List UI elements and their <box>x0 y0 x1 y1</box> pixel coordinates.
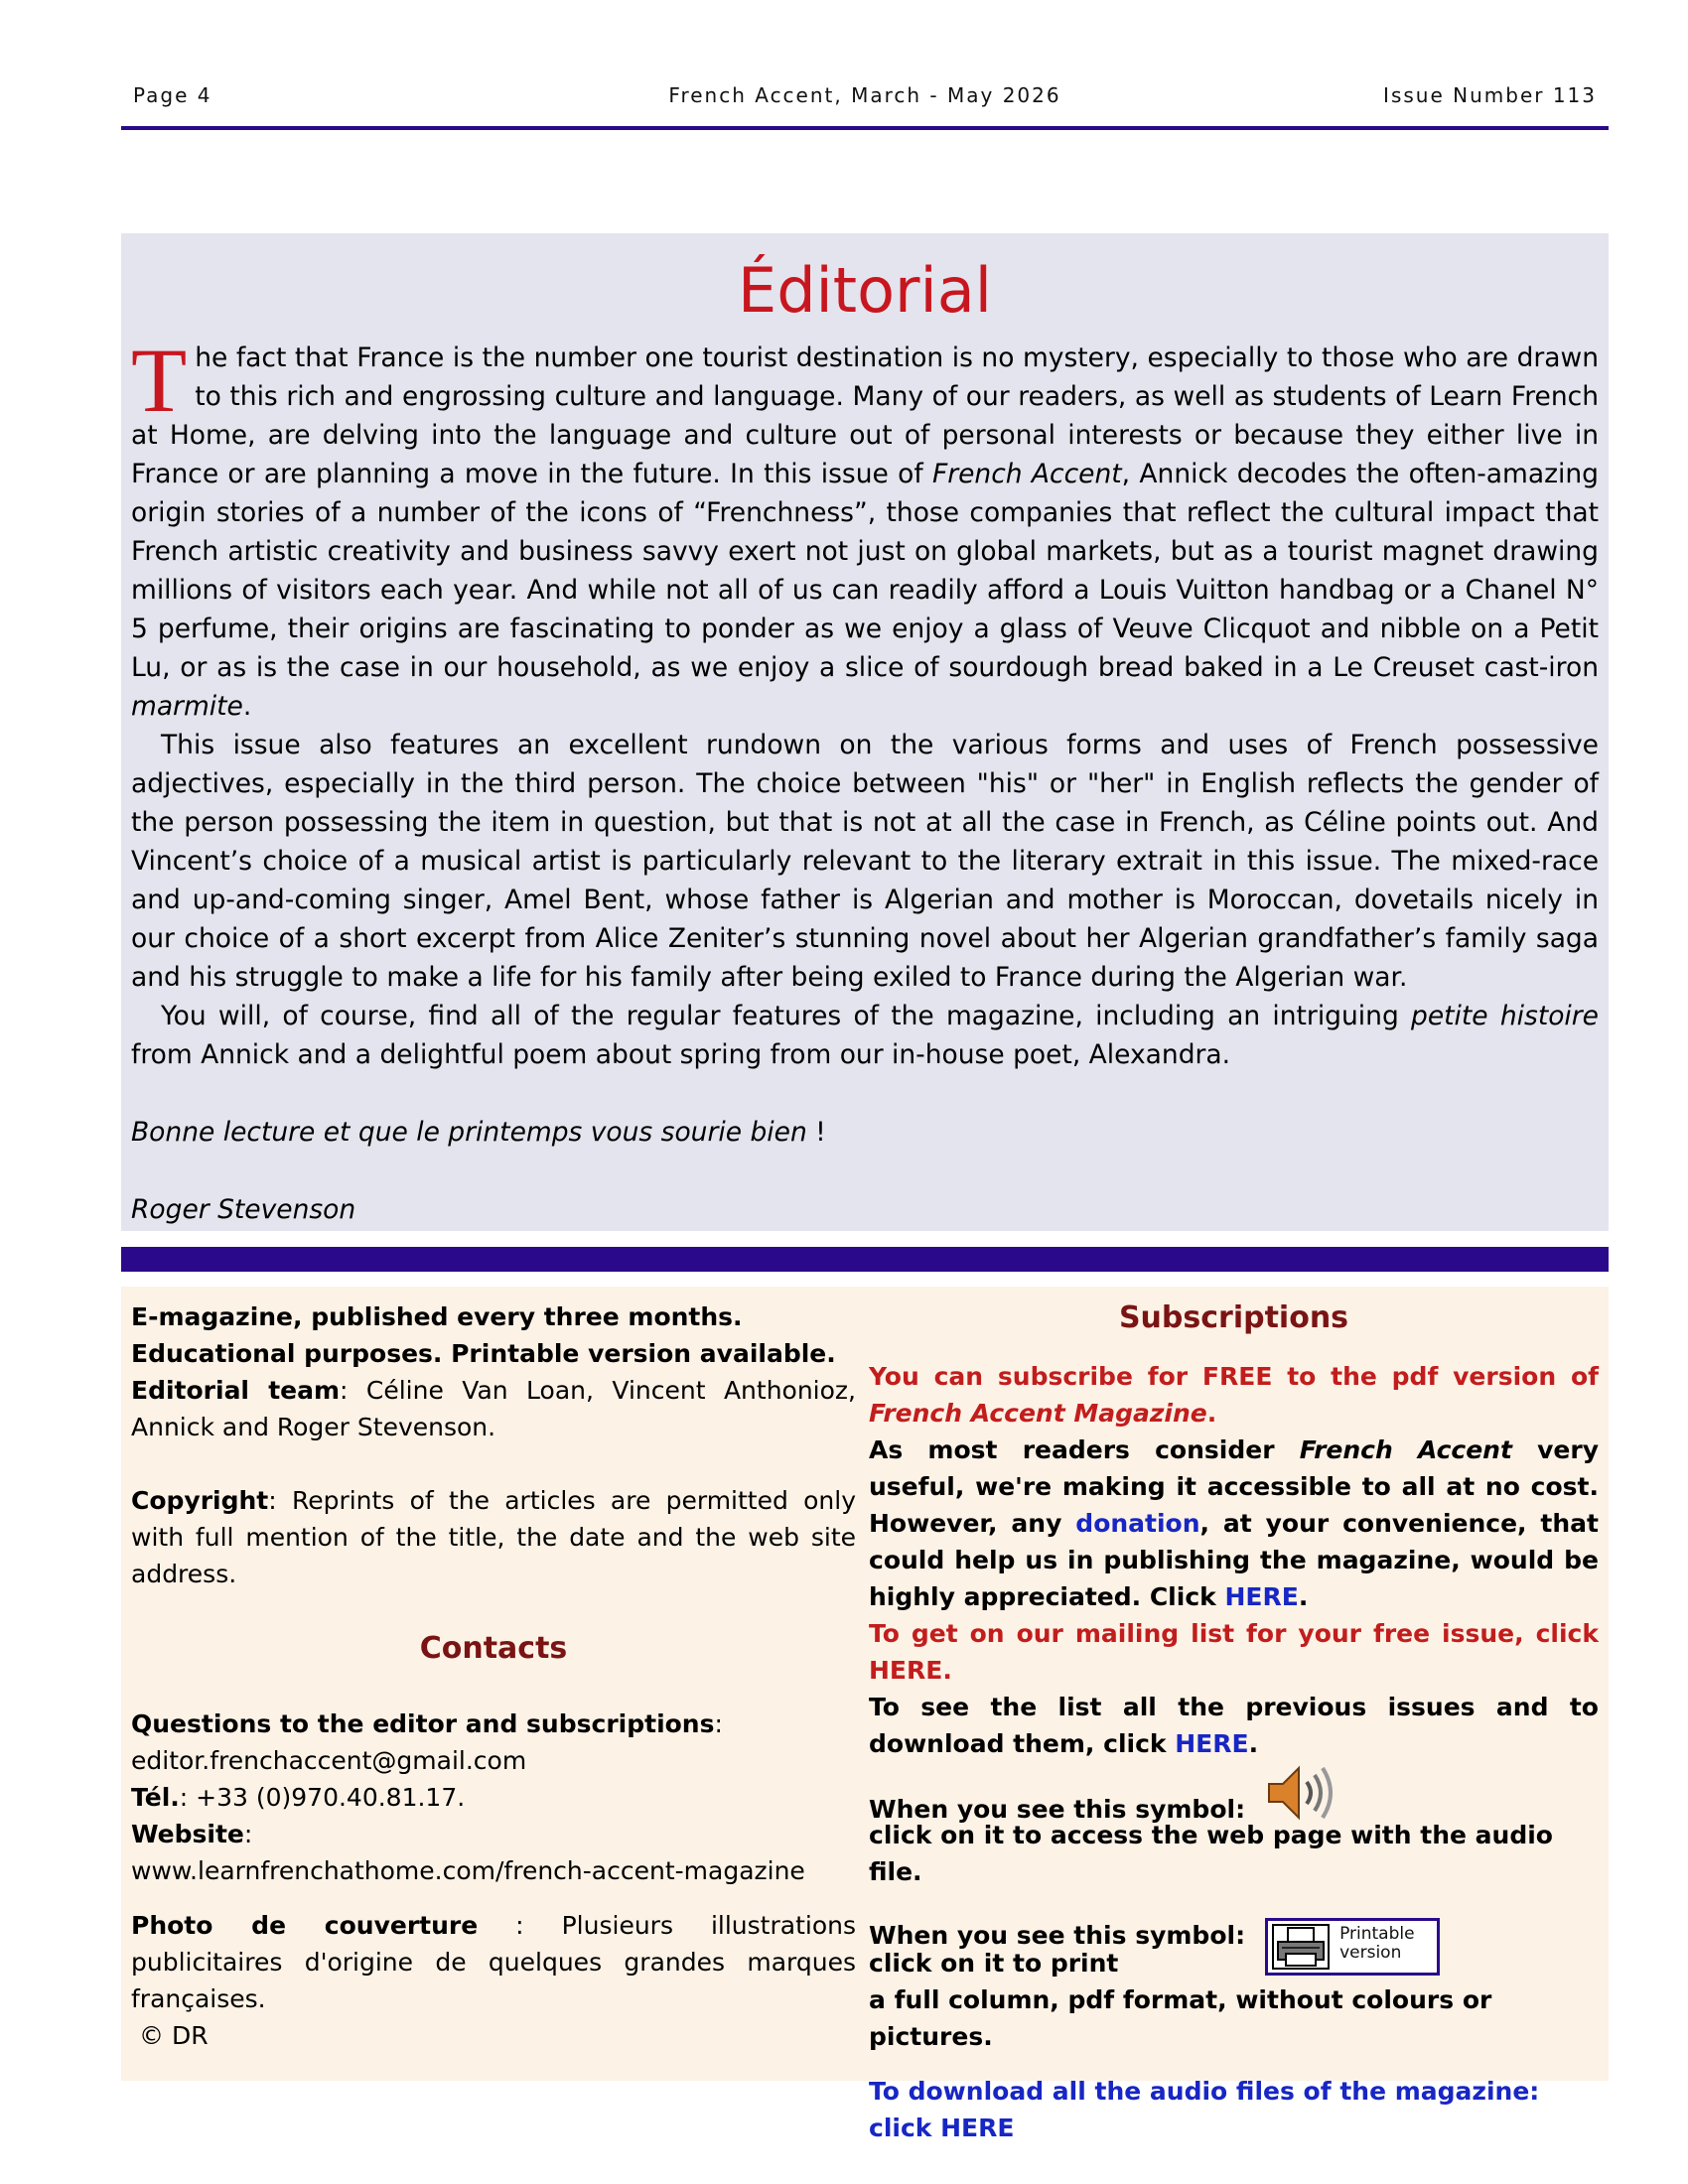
download-audio-text: To download all the audio files of the magazine: <box>869 2077 1540 2106</box>
printer-icon <box>1272 1924 1332 1970</box>
publication-frequency: E-magazine, published every three months. <box>131 1302 743 1331</box>
editorial-box <box>121 233 1609 1231</box>
page-number: Page 4 <box>133 83 212 107</box>
masthead-column <box>131 1298 856 2054</box>
donate-here-link[interactable]: HERE <box>1224 1582 1299 1611</box>
download-audio-link[interactable]: click HERE <box>869 2114 1015 2142</box>
previous-issues-text: To see the list all the previous issues and to download them, click HERE. <box>869 1693 1599 1758</box>
publication-purpose: Educational purposes. Printable version available. <box>131 1339 836 1368</box>
info-box <box>121 1287 1609 2142</box>
editorial-closing: Bonne lecture et que le printemps vous sourie bien ! <box>131 1117 826 1148</box>
editor-email[interactable]: editor.frenchaccent@gmail.com <box>131 1746 527 1775</box>
printable-version-label: Printable version <box>1339 1924 1415 1963</box>
speaker-icon[interactable] <box>1265 1762 1336 1824</box>
print-click-text: click on it to print <box>869 1949 1119 1978</box>
editorial-team: Editorial team: Céline Van Loan, Vincent Anthonioz, Annick and Roger Stevenson. <box>131 1376 856 1441</box>
editorial-title: Éditorial <box>738 254 992 327</box>
telephone: Tél.: +33 (0)970.40.81.17. <box>131 1783 466 1812</box>
questions-label: Questions to the editor and subscriptions: <box>131 1709 723 1738</box>
audio-symbol-row: When you see this symbol: <box>869 1780 1599 1817</box>
publication-title: French Accent, March - May 2026 <box>668 83 1061 107</box>
editorial-paragraph-2: This issue also features an excellent rundown on the various forms and uses of French possessive adjectives, especially in the third person. The choice between "his" or "her" in English reflects the gender of the person possessing the item in question, but that is not at all the case in French, as Céline points out. And Vincent’s choice of a musical artist is particularly relevant to the literary extrait in this issue. The mixed-race and up-and-coming singer, Amel Bent, whose father is Algerian and mother is Moroccan, dovetails nicely in our choice of a short excerpt from Alice Zeniter’s stunning novel about her Algerian grandfather’s family saga and his struggle to make a life for his family after being exiled to France during the Algerian war. <box>131 730 1599 993</box>
previous-issues-here-link[interactable]: HERE <box>1175 1729 1249 1758</box>
drop-cap: T <box>131 330 188 431</box>
mailing-list-link[interactable]: To get on our mailing list for your free issue, click HERE. <box>869 1619 1599 1685</box>
free-subscription-text: You can subscribe for FREE to the pdf version of French Accent Magazine. <box>869 1362 1599 1428</box>
copyright-dr: © DR <box>139 2021 209 2050</box>
copyright-notice: Copyright: Reprints of the articles are permitted only with full mention of the title, the date and the web site address. <box>131 1486 856 1588</box>
audio-instructions: click on it to access the web page with the audio file. <box>869 1821 1553 1886</box>
print-instructions: a full column, pdf format, without colours or pictures. <box>869 1985 1492 2051</box>
editorial-paragraph-1: The fact that France is the number one tourist destination is no mystery, especially to those who are drawn to this rich and engrossing culture and language. Many of our readers, as well as students of Learn French at Home, are delving into the language and culture out of personal interests or because they either live in France or are planning a move in the future. In this issue of French Accent, Annick decodes the often-amazing origin stories of a number of the icons of “Frenchness”, those companies that reflect the cultural impact that French artistic creativity and business savvy exert not just on global markets, but as a tourist magnet drawing millions of visitors each year. And while not all of us can readily afford a Louis Vuitton handbag or a Chanel N° 5 perfume, their origins are fascinating to ponder as we enjoy a glass of Veuve Clicquot and nibble on a Petit Lu, or as is the case in our household, as we enjoy a slice of sourdough bread baked in a Le Creuset cast-iron marmite. <box>131 330 1599 722</box>
contacts-heading: Contacts <box>419 1631 568 1666</box>
running-header <box>121 79 1609 113</box>
print-symbol-row: When you see this symbol: Printable version <box>869 1908 1599 1945</box>
issue-number: Issue Number 113 <box>1383 83 1597 107</box>
subscriptions-column <box>869 1298 1599 2146</box>
website-link[interactable]: www.learnfrenchathome.com/french-accent-magazine <box>131 1856 805 1885</box>
donation-link[interactable]: donation <box>1075 1509 1200 1538</box>
printable-version-button[interactable] <box>1265 1918 1440 1976</box>
editorial-body <box>131 330 1599 1229</box>
cover-photo-credit: Photo de couverture : Plusieurs illustrations publicitaires d'origine de quelques grandes marques françaises. <box>131 1911 856 2013</box>
subscriptions-heading: Subscriptions <box>1118 1300 1349 1335</box>
editorial-signature: Roger Stevenson <box>131 1194 356 1225</box>
donation-text: As most readers consider French Accent very useful, we're making it accessible to all at no cost. However, any donation, at your convenience, that could help us in publishing the magazine, would be highly appreciated. Click HERE. <box>869 1435 1599 1611</box>
editorial-paragraph-3: You will, of course, find all of the regular features of the magazine, including an intriguing petite histoire from Annick and a delightful poem about spring from our in-house poet, Alexandra. <box>131 1001 1599 1070</box>
website-label: Website: <box>131 1820 253 1848</box>
header-rule <box>121 126 1609 130</box>
section-divider-band <box>121 1247 1609 1272</box>
